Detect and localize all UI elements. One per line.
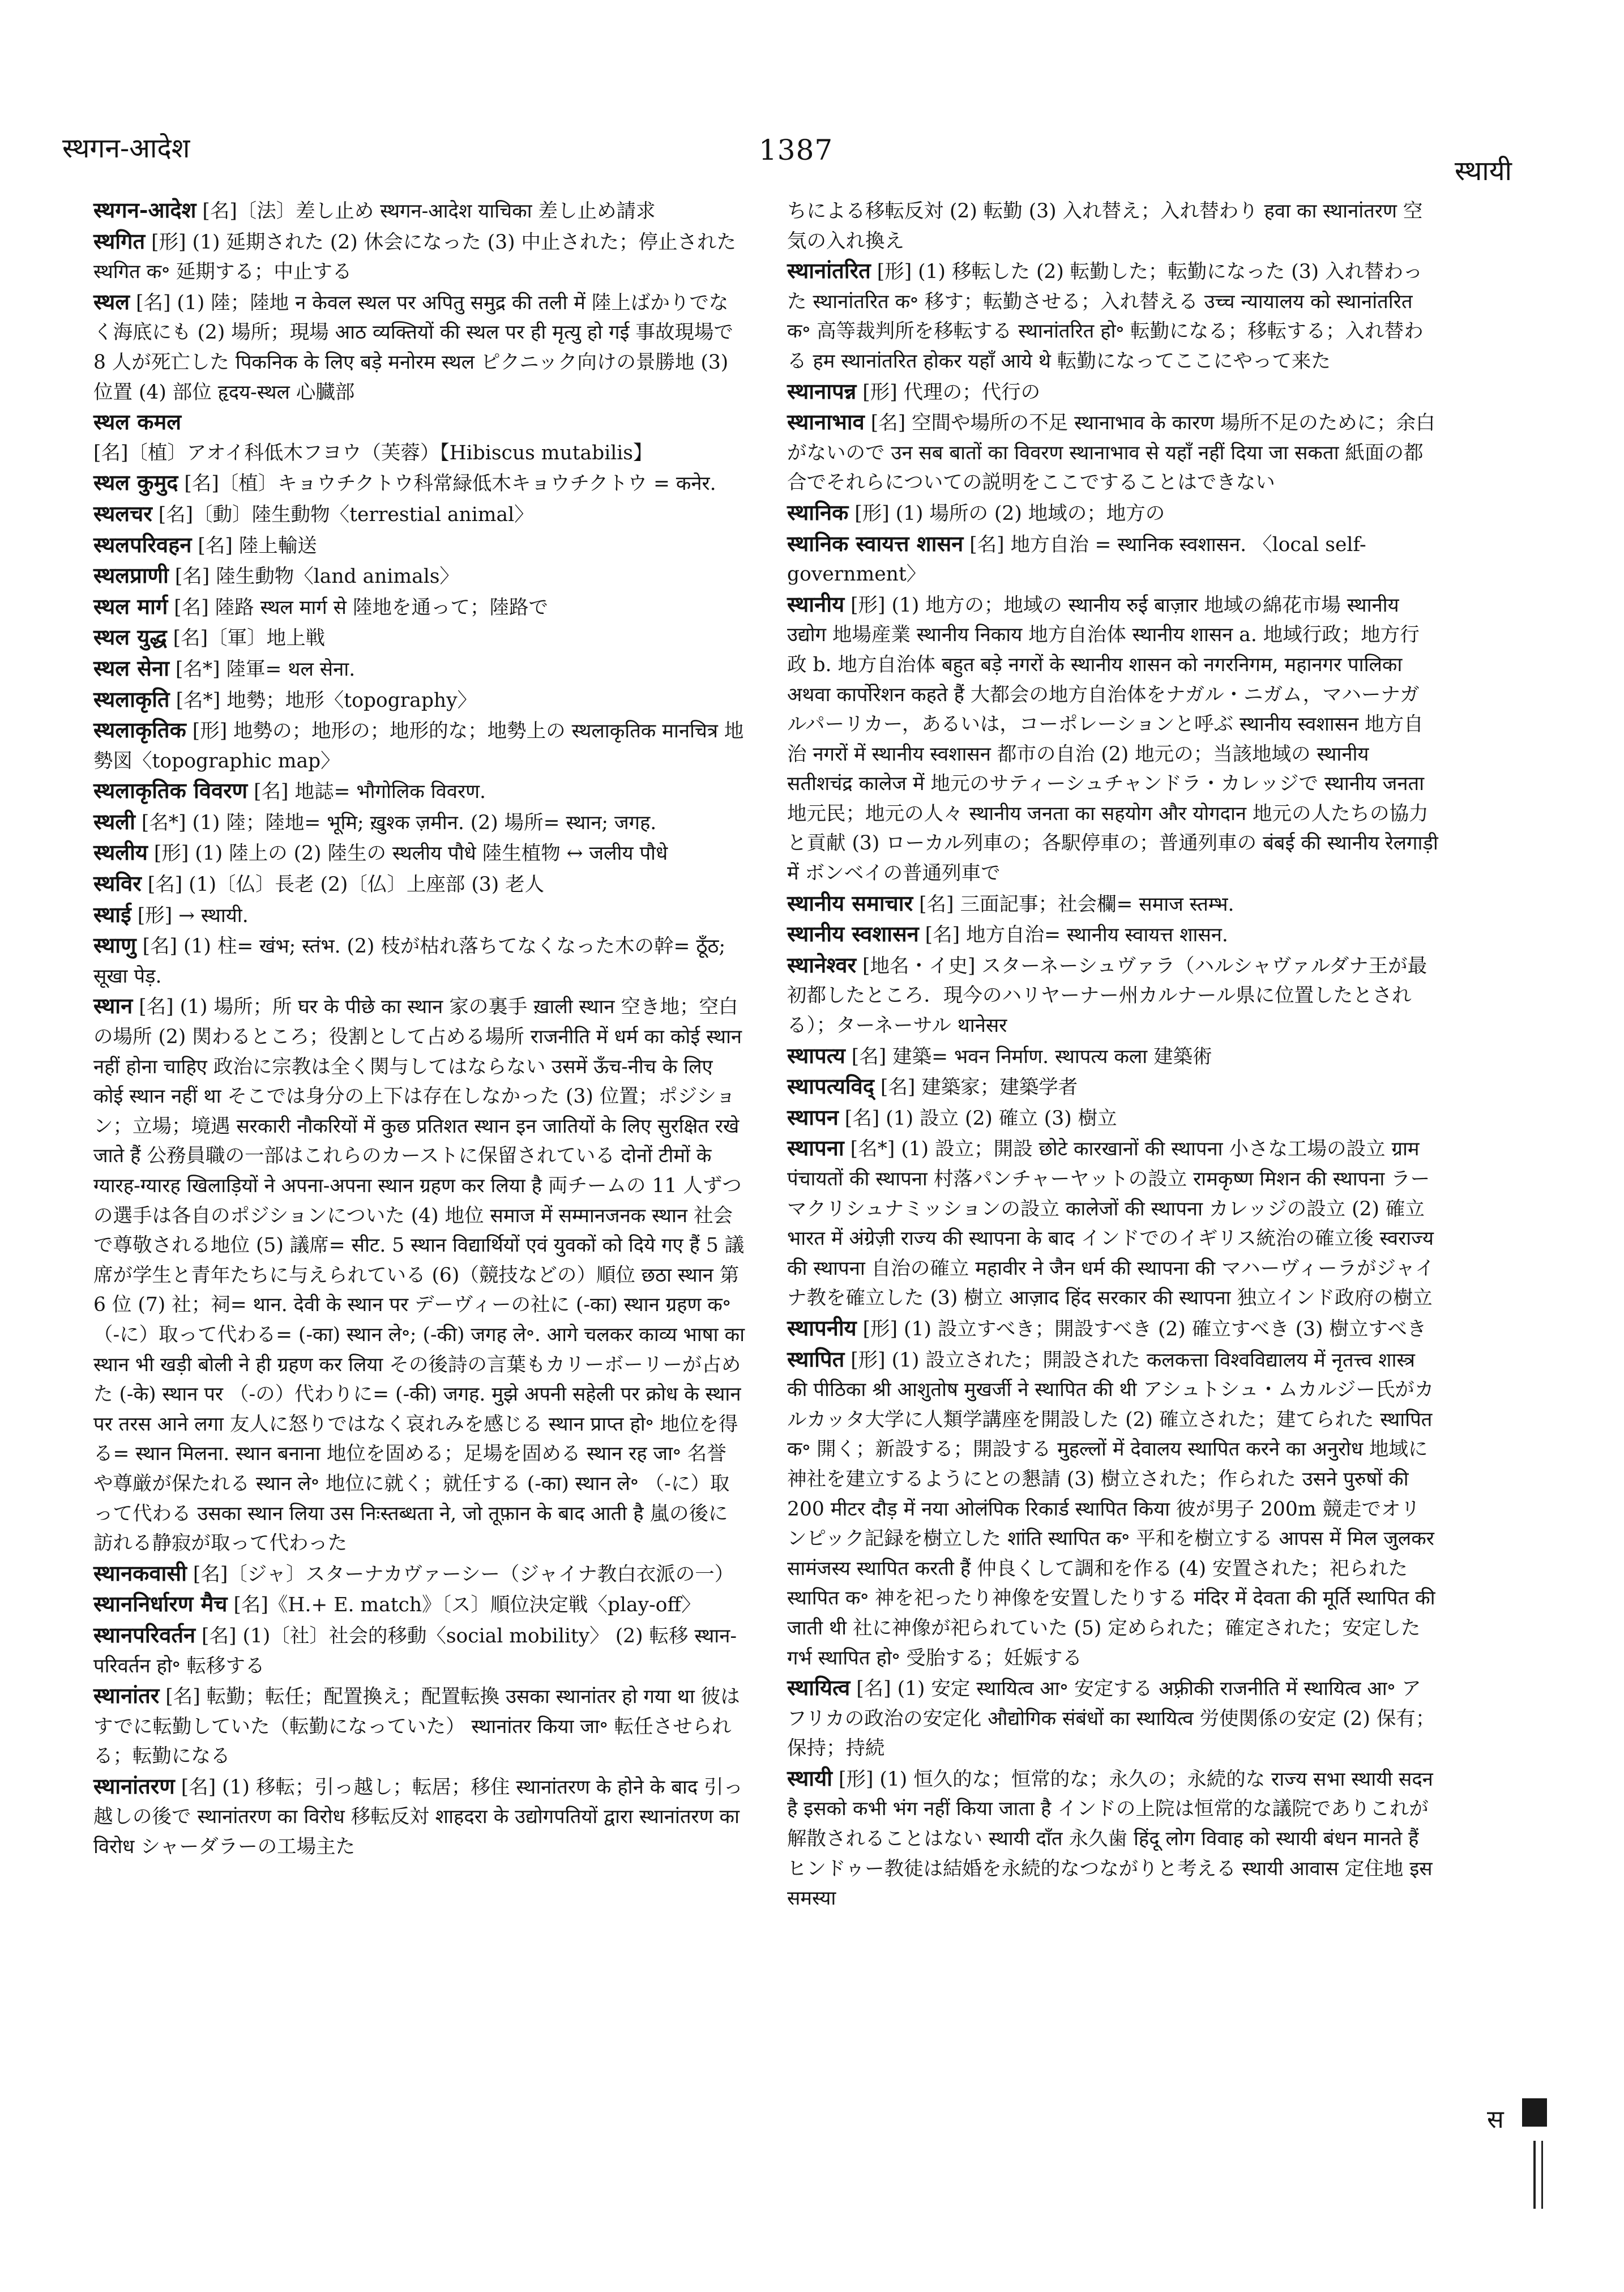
thumb-index-label: स — [1487, 2105, 1504, 2134]
entry-definition: [名]《H.+ E. match》〔ス〕順位決定戦〈play-off〉 — [227, 1594, 701, 1617]
entry-definition: [名*] (1) 陸；陸地= भूमि; ख़ुश्क ज़मीन. (2) 場所= स्थान; जगह. — [135, 811, 657, 834]
thumb-index-tab — [1522, 2098, 1547, 2127]
entry-headword: स्थगन-आदेश — [93, 197, 196, 223]
dictionary-entry — [787, 919, 1438, 950]
entry-headword: स्थलपरिवहन — [93, 531, 192, 557]
entry-headword: स्थानाभाव — [787, 409, 865, 435]
dictionary-entry — [93, 838, 745, 869]
entry-headword: स्थलचर — [93, 500, 152, 526]
entry-headword: स्थल सेना — [93, 655, 169, 681]
entry-definition: [形] (1) 場所の (2) 地域の；地方の — [848, 502, 1165, 525]
entry-headword: स्थलीय — [93, 839, 148, 865]
entry-definition: [名]〔植〕キョウチクトウ科常緑低木キョウチクトウ = कनेर. — [178, 472, 716, 496]
dictionary-entry — [787, 498, 1438, 529]
entry-definition: [名] 三面記事；社会欄= समाज स्तम्भ. — [913, 893, 1234, 916]
entry-headword: स्थानीय — [787, 591, 845, 617]
dictionary-entry — [93, 287, 745, 407]
dictionary-entry — [93, 1681, 745, 1772]
entry-definition: [名] 建築= भवन निर्माण. स्थापत्य कला 建築術 — [845, 1045, 1212, 1068]
page-header — [62, 129, 1512, 187]
entry-headword: स्थानीय समाचार — [787, 890, 913, 916]
entry-headword: स्थलाकृतिक विवरण — [93, 778, 248, 804]
entry-headword: स्थानापन्न — [787, 378, 857, 404]
dictionary-entry — [787, 1673, 1438, 1764]
entry-headword: स्थाननिर्धारण मैच — [93, 1591, 228, 1617]
guide-word-left: स्थगन-आदेश — [62, 133, 190, 164]
left-column — [93, 195, 745, 1862]
entry-definition: [名]〔動〕陸生動物〈terrestial animal〉 — [152, 503, 534, 526]
entry-headword: स्थापनीय — [787, 1314, 857, 1341]
entry-definition: [名*] (1) 設立；開設 छोटे कारखानों की स्थापना 小さな工場の設立 ग्राम पंचायतों की स्थापना 村落パンチャーヤットの設立 रामकृष्ण मिशन की स्थापना ラーマクリシュナミッションの設立 कालेजों की स्थापना カレッジの設立 (2) 確立 भारत में अंग्रेज़ी राज्य की स्थापना के बाद インドでのイギリス統治の確立後 स्वराज्य की स्थापना 自治の確立 महावीर ने जैन धर्म की स्थापना की マハーヴィーラがジャイナ教を確立した (3) 樹立 आज़ाद हिंद सरकार की स्थापना 独立インド政府の樹立 — [787, 1138, 1435, 1310]
entry-definition: [名] (1) 設立 (2) 確立 (3) 樹立 — [838, 1107, 1117, 1130]
entry-definition: [形] 地勢の；地形の；地形的な；地勢上の स्थलाकृतिक मानचित्र 地勢図〈topographic map〉 — [93, 720, 744, 772]
dictionary-entry — [93, 622, 745, 654]
entry-definition: [名] (1) 陸；陸地 न केवल स्थल पर अपितु समुद्र की तली में 陸上ばかりでなく海底にも (2) 場所；現場 आठ व्यक्तियों की स्थल पर ही मृत्यु हो गई 事故現場で 8 人が死亡した पिकनिक के लिए बड़े मनोरम स्थल ピクニック向けの景勝地 (3) 位置 (4) 部位 हृदय-स्थल 心臓部 — [93, 291, 733, 404]
entry-headword: स्थानकवासी — [93, 1560, 187, 1586]
dictionary-entry — [93, 807, 745, 838]
entry-definition: ちによる移転反対 (2) 転勤 (3) 入れ替え；入れ替わり हवा का स्थानांतरण 空気の入れ換え — [787, 200, 1423, 253]
entry-headword: स्थाणु — [93, 932, 136, 958]
entry-definition: [地名・イ史] スターネーシュヴァラ（ハルシャヴァルダナ王が最初都したところ．現今のハリヤーナー州カルナール県に位置したとされる）；ターネーサル थानेसर — [787, 954, 1428, 1038]
dictionary-entry — [787, 256, 1438, 376]
entry-headword: स्थानेश्वर — [787, 951, 857, 978]
entry-headword: स्थानीय स्वशासन — [787, 921, 919, 947]
dictionary-entry — [93, 1559, 745, 1590]
dictionary-entry — [93, 530, 745, 561]
entry-headword: स्थलाकृतिक — [93, 717, 186, 743]
entry-headword: स्थानांतरित — [787, 258, 871, 284]
dictionary-entry — [93, 1620, 745, 1681]
entry-definition: [名*] 陸軍= थल सेना. — [169, 658, 356, 681]
entry-definition: [名] (1) 柱= खंभ; स्तंभ. (2) 枝が枯れ落ちてなくなった木の幹= ठूँठ; सूखा पेड़. — [93, 935, 726, 988]
dictionary-entry — [787, 889, 1438, 920]
entry-definition: [形] → स्थायी. — [131, 904, 249, 927]
dictionary-entry — [93, 499, 745, 530]
entry-headword: स्थापत्य — [787, 1042, 845, 1068]
entry-definition: [名] 地方自治= स्थानीय स्वायत्त शासन. — [918, 924, 1228, 947]
guide-word-right: स्थायी — [1454, 155, 1512, 187]
dictionary-entry — [787, 1041, 1438, 1072]
entry-headword: स्थानांतरण — [93, 1773, 175, 1799]
entry-headword: स्थापित — [787, 1346, 845, 1372]
entry-headword: स्थानांतर — [93, 1683, 160, 1709]
dictionary-entry — [93, 561, 745, 592]
dictionary-entry — [93, 931, 745, 991]
entry-definition: [名*] 地勢；地形〈topography〉 — [169, 689, 477, 712]
entry-headword: स्थापना — [787, 1135, 844, 1161]
dictionary-entry — [93, 715, 745, 776]
dictionary-entry — [93, 991, 745, 1558]
entry-definition: [名] 陸路 स्थल मार्ग से 陸地を通って；陸路で — [168, 596, 548, 619]
thumb-index-mark — [1533, 2141, 1543, 2209]
entry-headword: स्थलाकृति — [93, 686, 170, 712]
dictionary-entry — [787, 1313, 1438, 1345]
entry-headword: स्थली — [93, 808, 135, 834]
entry-headword: स्थानिक स्वायत्त शासन — [787, 530, 964, 556]
entry-headword: स्थगित — [93, 228, 146, 254]
dictionary-entry — [93, 227, 745, 287]
dictionary-entry — [93, 869, 745, 900]
entry-definition: [形] (1) 設立すべき；開設すべき (2) 確立すべき (3) 樹立すべき — [856, 1317, 1427, 1341]
entry-headword: स्थायित्व — [787, 1675, 851, 1701]
page-number: 1387 — [759, 134, 834, 167]
dictionary-entry — [93, 592, 745, 623]
dictionary-entry — [787, 590, 1438, 889]
dictionary-entry — [93, 1589, 745, 1620]
dictionary-entry — [787, 195, 1438, 256]
dictionary-entry — [93, 654, 745, 685]
entry-definition: [名]〔植〕アオイ科低木フヨウ（芙蓉）【Hibiscus mutabilis】 — [93, 441, 653, 464]
dictionary-entry — [93, 407, 745, 468]
entry-definition: [形] 代理の；代行の — [856, 381, 1041, 404]
dictionary-entry — [93, 468, 745, 499]
entry-definition: [名] (1)〔社〕社会的移動〈social mobility〉 (2) 転移 स्थान-परिवर्तन हो॰ 転移する — [93, 1624, 737, 1678]
entry-headword: स्थानिक — [787, 499, 849, 525]
dictionary-entry — [93, 1772, 745, 1862]
entry-definition: [名] 陸生動物〈land animals〉 — [168, 565, 459, 588]
entry-headword: स्थल युद्ध — [93, 624, 167, 650]
entry-definition: [形] (1) 恒久的な；恒常的な；永久の；永続的な राज्य सभा स्थायी सदन है इसको कभी भंग नहीं किया जाता है インドの上院は恒常的な議院でありこれが解散されることはない स्थायी दाँत 永久歯 हिंदू लोग विवाह को स्थायी बंधन मानते हैं ヒンドゥー教徒は結婚を永続的なつながりと考える स्थायी आवास 定住地 इस समस्या — [787, 1768, 1433, 1910]
dictionary-entry — [787, 377, 1438, 408]
entry-definition: [名] 地誌= भौगोलिक विवरण. — [247, 780, 486, 804]
dictionary-entry — [93, 900, 745, 931]
dictionary-entry — [787, 529, 1438, 590]
entry-definition: [名]〔法〕差し止め स्थगन-आदेश याचिका 差し止め請求 — [196, 200, 656, 223]
entry-headword: स्थलप्राणी — [93, 562, 169, 588]
dictionary-entry — [787, 1764, 1438, 1914]
entry-definition: [名] 陸上輸送 — [191, 534, 317, 557]
entry-headword: स्थल कुमुद — [93, 470, 178, 496]
dictionary-entry — [787, 1133, 1438, 1313]
entry-definition: [名] 地方自治 = स्थानिक स्वशासन. 〈local self-government〉 — [787, 533, 1366, 586]
entry-definition: [名] 転勤；転任；配置換え；配置転換 उसका स्थानांतर हो गया था 彼はすでに転勤していた（転勤になっていた） स्थानांतर किया जा॰ 転任させられる；転勤になる — [93, 1685, 740, 1768]
entry-definition: [形] (1) 移転した (2) 転勤した；転勤になった (3) 入れ替わった स्थानांतरित क॰ 移す；転勤させる；入れ替える उच्च न्यायालय को स्थानांतरित क॰ 高等裁判所を移転する स्थानांतरित हो॰ 転勤になる；移転する；入れ替わる हम स्थानांतरित होकर यहाँ आये थे 転勤になってここにやって来た — [787, 261, 1424, 373]
entry-definition: [名] 建築家；建築学者 — [874, 1076, 1078, 1099]
entry-headword: स्थान — [93, 993, 133, 1019]
entry-definition: [名] (1) 場所；所 घर के पीछे का स्थान 家の裏手 ख़ाली स्थान 空き地；空白の場所 (2) 関わるところ；役割として占める場所 राजनीति में धर्म का कोई स्थान नहीं होना चाहिए 政治に宗教は全く関与してはならない उसमें ऊँच-नीच के लिए कोई स्थान नहीं था そこでは身分の上下は存在しなかった (3) 位置；ポジション；立場；境遇 सरकारी नौकरियों में कुछ प्रतिशत स्थान इन जातियों के लिए सुरक्षित रखे जाते हैं 公務員職の一部はこれらのカーストに保留されている दोनों टीमों के ग्यारह-ग्यारह खिलाड़ियों ने अपना-अपना स्थान ग्रहण कर लिया है 両チームの 11 人ずつの選手は各自のポジションについた (4) 地位 समाज में सम्मानजनक स्थान 社会で尊敬される地位 (5) 議席= सीट. 5 स्थान विद्यार्थियों एवं युवकों को दिये गए हैं 5 議席が学生と青年たちに与えられている (6)（競技などの）順位 छठा स्थान 第 6 位 (7) 社；祠= थान. देवी के स्थान पर デーヴィーの社に (-का) स्थान ग्रहण क॰（-に）取って代わる= (-का) स्थान ले॰; (-की) जगह ले॰. आगे चलकर काव्य भाषा का स्थान भी खड़ी बोली ने ही ग्रहण कर लिया その後詩の言葉もカリーボーリーが占めた (-के) स्थान पर （-の）代わりに= (-की) जगह. मुझे अपनी सहेली पर क्रोध के स्थान पर तरस आने लगा 友人に怒りではなく哀れみを感じる स्थान प्राप्त हो॰ 地位を得る= स्थान मिलना. स्थान बनाना 地位を固める；足場を固める स्थान रह जा॰ 名誉や尊厳が保たれる स्थान ले॰ 地位に就く；就任する (-का) स्थान ले॰ （-に）取って代わる उसका स्थान लिया उस निःस्तब्धता ने, जो तूफ़ान के बाद आती है 嵐の後に訪れる静寂が取って代わった — [93, 996, 745, 1555]
entry-headword: स्थल — [93, 288, 130, 314]
dictionary-entry — [787, 1345, 1438, 1674]
dictionary-entry — [787, 407, 1438, 498]
dictionary-entry — [93, 776, 745, 807]
dictionary-entry — [787, 1103, 1438, 1134]
entry-definition: [名]〔軍〕地上戦 — [166, 627, 326, 650]
entry-definition: [形] (1) 地方の；地域の स्थानीय रुई बाज़ार 地域の綿花市場 स्थानीय उद्योग 地場産業 स्थानीय निकाय 地方自治体 स्थानीय शासन a. 地域行政；地方行政 b. 地方自治体 बहुत बड़े नगरों के स्थानीय शासन को नगरनिगम, महानगर पालिका अथवा कार्पोरेशन कहते हैं 大都会の地方自治体をナガル・ニガム，マハーナガルパーリカー，あるいは，コーポレーションと呼ぶ स्थानीय स्वशासन 地方自治 नगरों में स्थानीय स्वशासन 都市の自治 (2) 地元の；当該地域の स्थानीय सतीशचंद्र कालेज में 地元のサティーシュチャンドラ・カレッジで स्थानीय जनता 地元民；地元の人々 स्थानीय जनता का सहयोग और योगदान 地元の人たちの協力と貢献 (3) ローカル列車の；各駅停車の；普通列車の बंबई की स्थानीय रेलगाड़ी में ボンベイの普通列車で — [787, 594, 1438, 885]
entry-headword: स्थापत्यविद् — [787, 1073, 874, 1099]
entry-definition: [名] (1) 移転；引っ越し；転居；移住 स्थानांतरण के होने के बाद 引っ越しの後で स्थानांतरण का विरोध 移転反対 शाहदरा के उद्योगपतियों द्वारा स्थानांतरण का विरोध シャーダラーの工場主た — [93, 1775, 743, 1859]
entry-definition: [形] (1) 延期された (2) 休会になった (3) 中止された；停止された स्थगित क॰ 延期する；中止する — [93, 231, 736, 284]
entry-definition: [名] 空間や場所の不足 स्थानाभाव के कारण 場所不足のために；余白がないので उन सब बातों का विवरण स्थानाभाव से यहाँ नहीं दिया जा सकता 紙面の都合でそれらについての説明をここですることはできない — [787, 412, 1435, 494]
entry-definition: [名]〔ジャ〕スターナカヴァーシー（ジャイナ教白衣派の一） — [186, 1563, 734, 1586]
entry-headword: स्थविर — [93, 870, 142, 897]
entry-definition: [名] (1) 安定 स्थायित्व आ॰ 安定する अफ़्रीकी राजनीति में स्थायित्व आ॰ アフリカの政治の安定化 औद्योगिक संबंधों का स्थायित्व 労使関係の安定 (2) 保有；保持；持続 — [787, 1678, 1435, 1760]
entry-definition: [形] (1) 陸上の (2) 陸生の स्थलीय पौधे 陸生植物 ↔ जलीय पौधे — [147, 842, 668, 865]
dictionary-entry — [93, 685, 745, 716]
entry-definition: [形] (1) 設立された；開設された कलकत्ता विश्वविद्यालय में नृतत्त्व शास्त्र की पीठिका श्री आशुतोष मुखर्जी ने स्थापित की थी アシュトシュ・ムカルジー氏がカルカッタ大学に人類学講座を開設した (2) 確立された；建てられた स्थापित क॰ 開く；新設する；開設する मुहल्लों में देवालय स्थापित करने का अनुरोध 地域に神社を建立するようにとの懇請 (3) 樹立された；作られた उसने पुरुषों की 200 मीटर दौड़ में नया ओलंपिक रिकार्ड स्थापित किया 彼が男子 200m 競走でオリンピック記録を樹立した शांति स्थापित क॰ 平和を樹立する आपस में मिल जुलकर सामंजस्य स्थापित करती हैं 仲良くして調和を作る (4) 安置された；祀られた स्थापित क॰ 神を祀ったり神像を安置したりする मंदिर में देवता की मूर्ति स्थापित की जाती थी 社に神像が祀られていた (5) 定められた；確定された；安定した गर्भ स्थापित हो॰ 受胎する；妊娠する — [787, 1348, 1435, 1670]
right-column — [787, 195, 1438, 1914]
entry-definition: [名] (1)〔仏〕長老 (2)〔仏〕上座部 (3) 老人 — [141, 873, 545, 897]
entry-headword: स्थाई — [93, 901, 131, 927]
entry-headword: स्थानपरिवर्तन — [93, 1621, 196, 1647]
entry-headword: स्थापन — [787, 1104, 839, 1130]
dictionary-entry — [787, 950, 1438, 1041]
dictionary-entry — [93, 195, 745, 227]
dictionary-entry — [787, 1072, 1438, 1103]
entry-headword: स्थल मार्ग — [93, 593, 168, 619]
entry-headword: स्थायी — [787, 1765, 833, 1791]
entry-headword: स्थल कमल — [93, 409, 181, 435]
